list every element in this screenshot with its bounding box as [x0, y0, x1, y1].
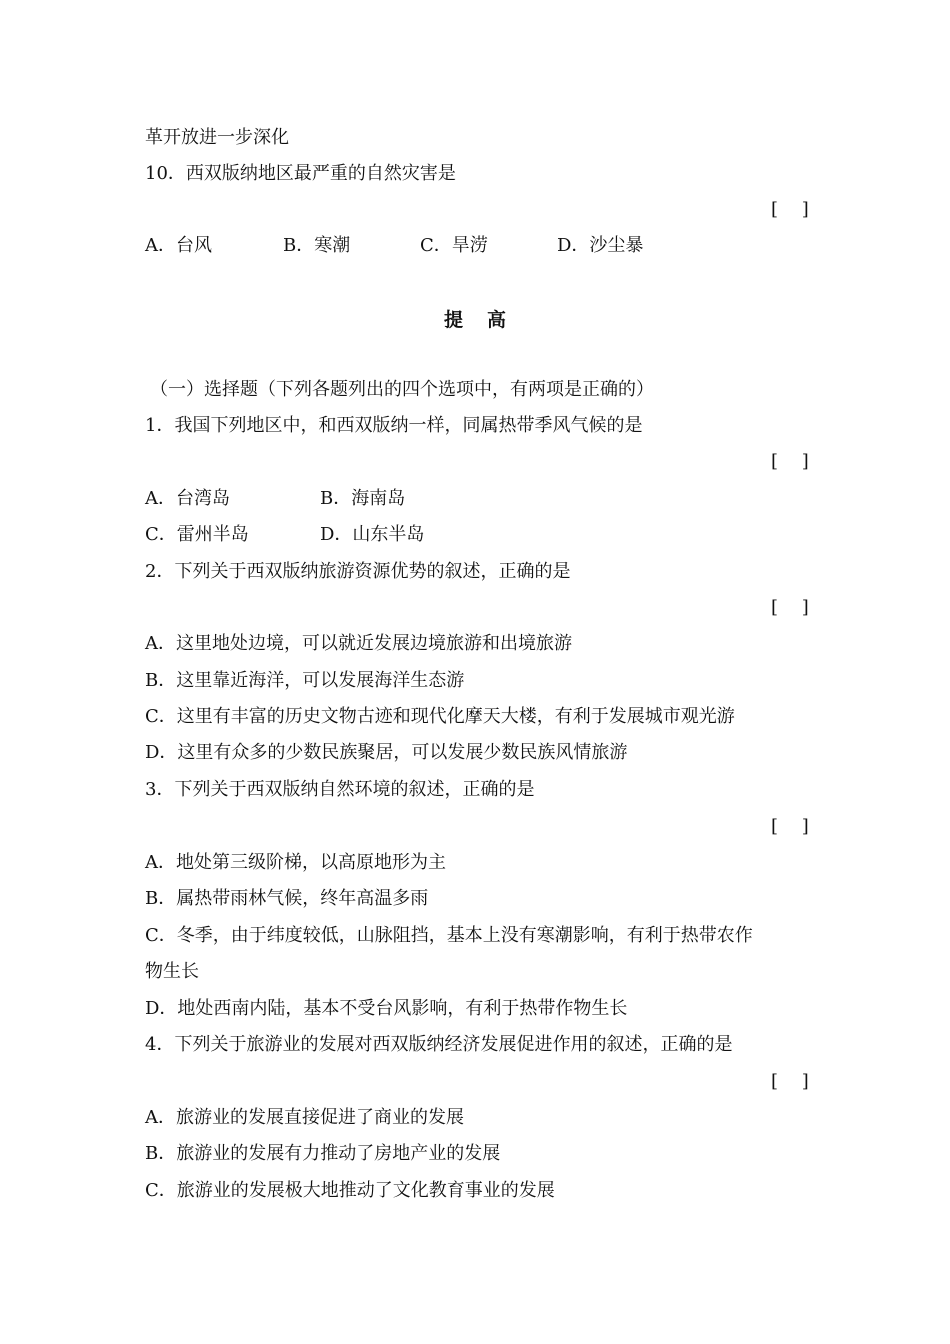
option-a: A．台风: [145, 235, 212, 256]
option-b: B．寒潮: [283, 235, 351, 256]
answer-bracket: [ ]: [771, 597, 809, 618]
answer-bracket: [ ]: [771, 816, 809, 837]
section-instruction: （一）选择题（下列各题列出的四个选项中，有两项是正确的）: [150, 379, 654, 400]
section-title: 提高: [443, 309, 530, 331]
question-10-stem: 10．西双版纳地区最严重的自然灾害是: [145, 163, 456, 184]
option-a: A．这里地处边境，可以就近发展边境旅游和出境旅游: [145, 633, 572, 654]
option-c-continuation: 物生长: [145, 961, 199, 982]
option-c: C．这里有丰富的历史文物古迹和现代化摩天大楼，有利于发展城市观光游: [145, 706, 735, 727]
answer-bracket: [ ]: [771, 451, 809, 472]
answer-bracket: [ ]: [771, 1071, 809, 1092]
option-b: B．旅游业的发展有力推动了房地产业的发展: [145, 1143, 501, 1164]
option-a: A．台湾岛: [145, 488, 230, 509]
option-c: C．冬季，由于纬度较低，山脉阻挡，基本上没有寒潮影响，有利于热带农作: [145, 925, 753, 946]
option-d: D．沙尘暴: [557, 235, 644, 256]
option-b: B．属热带雨林气候，终年高温多雨: [145, 888, 429, 909]
option-d: D．山东半岛: [320, 524, 425, 545]
option-b: B．海南岛: [320, 488, 406, 509]
option-a: A．地处第三级阶梯，以高原地形为主: [145, 852, 446, 873]
option-b: B．这里靠近海洋，可以发展海洋生态游: [145, 670, 465, 691]
option-d: D．地处西南内陆，基本不受台风影响，有利于热带作物生长: [145, 998, 628, 1019]
option-c: C．旱涝: [420, 235, 488, 256]
continuation-text: 革开放进一步深化: [145, 127, 289, 148]
option-c: C．旅游业的发展极大地推动了文化教育事业的发展: [145, 1180, 555, 1201]
answer-bracket: [ ]: [771, 199, 809, 220]
question-3-stem: 3．下列关于西双版纳自然环境的叙述，正确的是: [145, 779, 535, 800]
question-1-stem: 1．我国下列地区中，和西双版纳一样，同属热带季风气候的是: [145, 415, 643, 436]
option-d: D．这里有众多的少数民族聚居，可以发展少数民族风情旅游: [145, 742, 628, 763]
option-c: C．雷州半岛: [145, 524, 249, 545]
option-a: A．旅游业的发展直接促进了商业的发展: [145, 1107, 464, 1128]
question-4-stem: 4．下列关于旅游业的发展对西双版纳经济发展促进作用的叙述，正确的是: [145, 1034, 733, 1055]
question-2-stem: 2．下列关于西双版纳旅游资源优势的叙述，正确的是: [145, 561, 571, 582]
